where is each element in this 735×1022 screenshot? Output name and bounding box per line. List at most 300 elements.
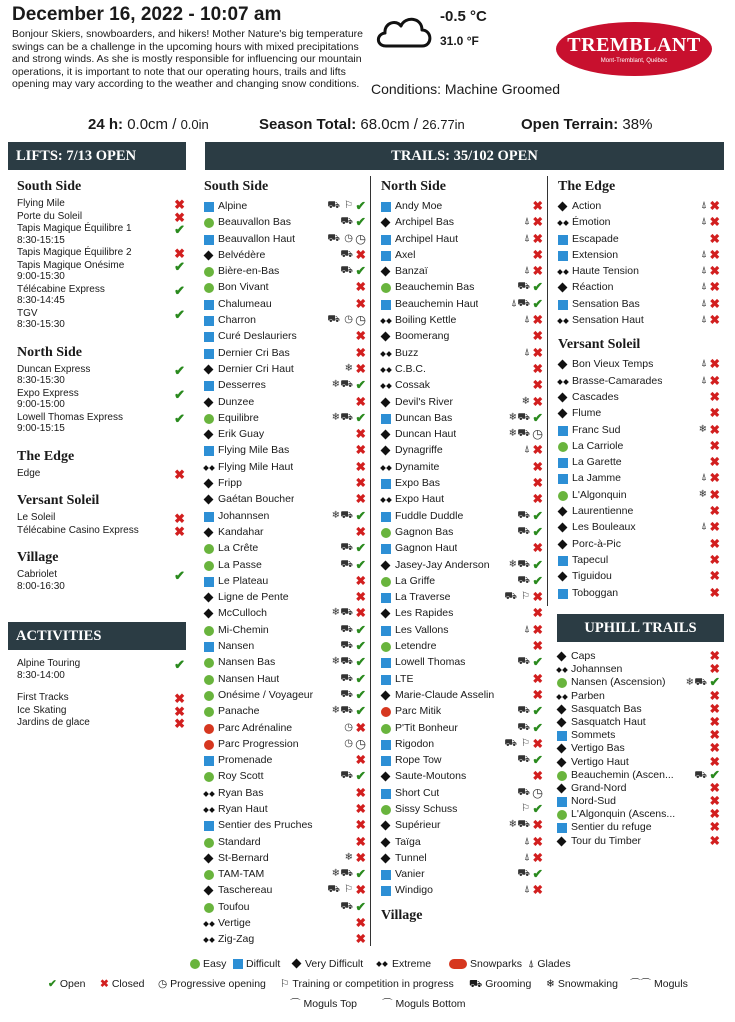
closed-cross-icon: ✖	[355, 850, 366, 865]
difficult-icon	[381, 479, 391, 489]
trail-row[interactable]	[381, 850, 543, 866]
groomer-icon: ⛟	[694, 677, 707, 689]
closed-cross-icon: ✖	[709, 406, 720, 421]
difficult-icon	[381, 626, 391, 636]
trail-row[interactable]	[204, 882, 366, 898]
trail-row[interactable]	[381, 671, 543, 687]
closed-cross-icon: ✖	[174, 511, 185, 526]
trail-row[interactable]	[204, 442, 366, 458]
lift-row[interactable]	[17, 658, 185, 681]
trail-row[interactable]	[204, 410, 366, 426]
section-subheading: North Side	[17, 344, 82, 360]
extreme-icon	[558, 316, 568, 326]
lifts-list	[17, 176, 187, 603]
groomer-icon: ⛟	[469, 978, 483, 991]
trail-row[interactable]	[381, 736, 543, 752]
very-difficult-icon	[381, 691, 391, 701]
trail-name: Marie-Claude Asselin	[395, 688, 495, 701]
trail-row[interactable]	[557, 650, 720, 663]
difficult-icon	[381, 251, 391, 261]
very-difficult-icon	[204, 609, 214, 619]
trail-row[interactable]	[381, 345, 543, 361]
difficult-icon	[204, 202, 214, 212]
legend-difficult-label: Difficult	[246, 958, 281, 970]
trail-row[interactable]	[558, 373, 720, 389]
trail-name: Sentier des Pruches	[218, 819, 313, 832]
trail-name: Dynamite	[395, 460, 440, 473]
trail-row[interactable]	[381, 214, 543, 230]
trail-name: Tapecul	[572, 553, 609, 566]
trail-row[interactable]	[204, 312, 366, 328]
difficult-icon	[381, 675, 391, 685]
extreme-icon	[557, 665, 567, 675]
extreme-icon	[204, 919, 214, 929]
glade-icon: ⍋	[701, 472, 707, 484]
section-subheading: North Side	[381, 179, 446, 194]
trail-row[interactable]	[381, 882, 543, 898]
lift-row[interactable]	[17, 468, 185, 480]
groomer-icon: ⛟	[517, 819, 530, 831]
trail-row[interactable]	[381, 328, 543, 344]
trail-row[interactable]	[558, 247, 720, 263]
trail-row[interactable]	[557, 690, 720, 703]
trail-row[interactable]	[558, 585, 720, 601]
closed-cross-icon: ✖	[532, 883, 543, 898]
difficult-icon	[381, 593, 391, 603]
groomer-icon: ⛟	[340, 216, 353, 228]
trail-row[interactable]	[204, 231, 366, 247]
trail-row[interactable]	[381, 622, 543, 638]
trail-row[interactable]	[381, 279, 543, 295]
trail-row[interactable]	[204, 540, 366, 556]
trail-row[interactable]	[204, 589, 366, 605]
trail-name: La Griffe	[395, 574, 436, 587]
trail-row[interactable]	[381, 817, 543, 833]
trail-row[interactable]	[558, 312, 720, 328]
lift-name: TGV	[17, 307, 38, 319]
trail-row[interactable]	[204, 654, 366, 670]
trail-name: Roy Scott	[218, 770, 264, 783]
extreme-icon	[381, 381, 391, 391]
trail-row[interactable]	[381, 768, 543, 784]
stat-24h-cm: 0.0cm	[127, 116, 169, 133]
trail-row[interactable]	[381, 703, 543, 719]
legend-prog	[158, 976, 266, 992]
lift-row[interactable]	[17, 284, 185, 307]
trail-row[interactable]	[204, 638, 366, 654]
section-subheading: Village	[381, 907, 423, 923]
trail-row[interactable]	[558, 405, 720, 421]
trail-row[interactable]	[204, 752, 366, 768]
groomer-icon: ⛟	[340, 656, 353, 668]
trail-row[interactable]	[557, 703, 720, 716]
legend-glade-label: Glades	[537, 958, 571, 970]
lift-row[interactable]	[17, 692, 185, 704]
trail-row[interactable]	[204, 247, 366, 263]
difficult-icon	[381, 789, 391, 799]
trail-name: Parben	[571, 689, 605, 702]
trail-row[interactable]	[557, 756, 720, 769]
trail-row[interactable]	[204, 866, 366, 882]
difficult-icon	[204, 512, 214, 522]
lift-row[interactable]	[17, 308, 185, 331]
trail-name: Saute-Moutons	[395, 770, 467, 783]
difficult-icon	[557, 797, 567, 807]
trail-row[interactable]	[204, 817, 366, 833]
trail-name: P'Tit Bonheur	[395, 721, 458, 734]
very-difficult-icon	[381, 609, 391, 619]
trail-row[interactable]	[381, 198, 543, 214]
trail-row[interactable]	[204, 915, 366, 931]
closed-cross-icon: ✖	[532, 671, 543, 686]
difficult-icon	[204, 235, 214, 245]
closed-cross-icon: ✖	[355, 932, 366, 947]
trail-name: Beauvallon Haut	[218, 232, 296, 245]
trail-row[interactable]	[381, 834, 543, 850]
trail-row[interactable]	[381, 377, 543, 393]
trail-row[interactable]	[381, 524, 543, 540]
trail-row[interactable]	[558, 454, 720, 470]
closed-cross-icon: ✖	[355, 916, 366, 931]
open-check-icon: ✔	[532, 867, 543, 882]
trail-row[interactable]	[381, 296, 543, 312]
lift-name: Tapis Magique Équilibre 2	[17, 247, 132, 258]
trail-row[interactable]	[204, 573, 366, 589]
trail-row[interactable]	[204, 801, 366, 817]
trail-row[interactable]	[204, 508, 366, 524]
lift-row[interactable]	[17, 364, 185, 387]
trail-row[interactable]	[558, 356, 720, 372]
trail-row[interactable]	[558, 231, 720, 247]
trail-row[interactable]	[381, 866, 543, 882]
closed-cross-icon: ✖	[532, 834, 543, 849]
closed-cross-icon: ✖	[532, 394, 543, 409]
progressive-icon: ◷	[355, 736, 366, 751]
trail-row[interactable]	[558, 438, 720, 454]
trail-row[interactable]	[558, 536, 720, 552]
closed-cross-icon: ✖	[355, 753, 366, 768]
lift-row[interactable]	[17, 525, 185, 537]
easy-icon	[557, 771, 567, 781]
groomer-icon: ⛟	[517, 281, 530, 293]
extreme-icon	[204, 463, 214, 473]
very-difficult-icon	[204, 365, 214, 375]
difficult-icon	[381, 235, 391, 245]
open-check-icon: ✔	[532, 753, 543, 768]
cross-icon: ✖	[100, 978, 109, 991]
trail-row[interactable]	[381, 426, 543, 442]
header	[12, 4, 732, 116]
trail-row[interactable]	[204, 426, 366, 442]
trail-row[interactable]	[204, 768, 366, 784]
open-check-icon: ✔	[532, 655, 543, 670]
open-check-icon: ✔	[355, 687, 366, 702]
trail-name: Ryan Haut	[218, 802, 268, 815]
trail-name: Dynagriffe	[395, 444, 443, 457]
difficult-icon	[557, 731, 567, 741]
trail-name: Flying Mile Haut	[218, 460, 294, 473]
trail-row[interactable]	[381, 410, 543, 426]
trail-name: Cascades	[572, 390, 619, 403]
difficult-icon	[204, 446, 214, 456]
trail-row[interactable]	[558, 487, 720, 503]
difficult-icon	[233, 959, 243, 969]
trail-row[interactable]	[557, 821, 720, 834]
difficult-icon	[558, 556, 568, 566]
snowflake-icon: ❄	[331, 868, 340, 880]
trail-row[interactable]	[381, 459, 543, 475]
closed-cross-icon: ✖	[355, 801, 366, 816]
closed-cross-icon: ✖	[709, 438, 720, 453]
trail-row[interactable]	[557, 663, 720, 676]
lift-row[interactable]	[17, 223, 185, 246]
easy-icon	[204, 707, 214, 717]
trail-row[interactable]	[204, 736, 366, 752]
trail-name: Brasse-Camarades	[572, 374, 663, 387]
very-difficult-icon	[381, 446, 391, 456]
trail-row[interactable]	[381, 312, 543, 328]
groomer-icon: ⛟	[340, 900, 353, 912]
trail-row[interactable]	[558, 296, 720, 312]
trail-row[interactable]	[558, 389, 720, 405]
snowflake-icon: ❄	[331, 656, 340, 668]
trail-row[interactable]	[381, 394, 543, 410]
trail-row[interactable]	[381, 508, 543, 524]
trail-row[interactable]	[381, 263, 543, 279]
open-check-icon: ✔	[174, 282, 185, 298]
trail-name: Tour du Timber	[571, 834, 642, 847]
trail-row[interactable]	[558, 470, 720, 486]
extreme-icon	[558, 218, 568, 228]
trail-name: Windigo	[395, 884, 433, 897]
glade-icon: ⍋	[701, 216, 707, 228]
trail-row[interactable]	[381, 573, 543, 589]
trail-row[interactable]	[381, 605, 543, 621]
closed-cross-icon: ✖	[709, 662, 720, 677]
closed-cross-icon: ✖	[709, 520, 720, 535]
trail-name: Vertige	[218, 917, 251, 930]
legend-difficult	[233, 956, 280, 972]
trail-row[interactable]	[204, 345, 366, 361]
trail-row[interactable]	[204, 394, 366, 410]
trail-row[interactable]	[204, 834, 366, 850]
trail-row[interactable]	[204, 524, 366, 540]
trail-name: Beauchemin (Ascen...	[571, 768, 674, 781]
very-difficult-icon	[204, 495, 214, 505]
glade-icon: ⍋	[524, 835, 530, 847]
trail-row[interactable]	[381, 638, 543, 654]
trail-name: Supérieur	[395, 819, 441, 832]
groomer-icon: ⛟	[517, 525, 530, 537]
very-difficult-icon	[557, 705, 567, 715]
closed-cross-icon: ✖	[174, 209, 185, 225]
extreme-icon	[204, 935, 214, 945]
trail-row[interactable]	[381, 361, 543, 377]
trail-row[interactable]	[381, 752, 543, 768]
open-check-icon: ✔	[174, 657, 185, 672]
trail-row[interactable]	[381, 557, 543, 573]
trail-row[interactable]	[204, 605, 366, 621]
trail-row[interactable]	[558, 198, 720, 214]
trail-row[interactable]	[381, 687, 543, 703]
trail-row[interactable]	[558, 279, 720, 295]
trail-row[interactable]	[204, 377, 366, 393]
groomer-icon: ⛟	[517, 428, 530, 440]
legend-prog-label: Progressive opening	[170, 978, 266, 990]
trail-row[interactable]	[204, 198, 366, 214]
legend-glade	[528, 956, 571, 972]
trail-row[interactable]	[204, 491, 366, 507]
trail-name: Kandahar	[218, 525, 264, 538]
legend-row-levels	[0, 956, 735, 972]
trail-row[interactable]	[381, 801, 543, 817]
trail-name: Beauchemin Haut	[395, 297, 479, 310]
trail-row[interactable]	[558, 519, 720, 535]
trail-row[interactable]	[557, 742, 720, 755]
groomer-icon: ⛟	[340, 265, 353, 277]
trail-row[interactable]	[204, 296, 366, 312]
trail-row[interactable]	[557, 729, 720, 742]
trail-row[interactable]	[204, 622, 366, 638]
trail-name: Réaction	[572, 281, 614, 294]
trail-name: Nord-Sud	[571, 795, 616, 808]
lift-hours: 9:00-15:00	[17, 399, 65, 410]
difficult-icon	[204, 349, 214, 359]
extreme-icon	[381, 365, 391, 375]
trail-row[interactable]	[557, 782, 720, 795]
closed-cross-icon: ✖	[355, 296, 366, 311]
moguls-bottom-icon: ⌒	[382, 998, 393, 1011]
closed-cross-icon: ✖	[355, 443, 366, 458]
very-difficult-icon	[381, 332, 391, 342]
trail-name: Sommets	[571, 729, 616, 742]
legend-park-label: Snowparks	[470, 958, 522, 970]
trail-name: Caps	[571, 650, 596, 662]
closed-cross-icon: ✖	[355, 720, 366, 735]
trail-row[interactable]	[204, 263, 366, 279]
closed-cross-icon: ✖	[174, 691, 185, 706]
lift-row[interactable]	[17, 569, 185, 592]
trail-row[interactable]	[381, 491, 543, 507]
trail-row[interactable]	[204, 931, 366, 947]
lift-row[interactable]	[17, 260, 185, 283]
lift-row[interactable]	[17, 512, 185, 524]
closed-cross-icon: ✖	[709, 807, 720, 822]
trail-row[interactable]	[204, 687, 366, 703]
groomer-icon: ⛟	[340, 542, 353, 554]
trail-row[interactable]	[558, 263, 720, 279]
lift-row[interactable]	[17, 717, 185, 729]
stat-terrain-pct: 38%	[622, 116, 653, 133]
groomer-icon: ⛟	[327, 314, 340, 326]
closed-cross-icon: ✖	[532, 329, 543, 344]
trail-row[interactable]	[204, 785, 366, 801]
snowflake-icon: ❄	[508, 819, 517, 831]
lift-row[interactable]	[17, 388, 185, 411]
trail-row[interactable]	[204, 703, 366, 719]
snowflake-icon: ❄	[331, 411, 340, 423]
open-check-icon: ✔	[355, 704, 366, 719]
groomer-icon: ⛟	[517, 297, 530, 309]
legend-train	[280, 976, 454, 992]
legend-moguls	[630, 976, 688, 992]
closed-cross-icon: ✖	[355, 818, 366, 833]
trail-row[interactable]	[204, 671, 366, 687]
open-check-icon: ✔	[532, 410, 543, 425]
closed-cross-icon: ✖	[532, 639, 543, 654]
trail-row[interactable]	[381, 785, 543, 801]
snow-conditions: Conditions: Machine Groomed	[371, 81, 561, 97]
trail-row[interactable]	[557, 769, 720, 782]
lift-row[interactable]	[17, 211, 185, 223]
closed-cross-icon: ✖	[532, 687, 543, 702]
lift-row[interactable]	[17, 247, 185, 259]
trail-row[interactable]	[204, 361, 366, 377]
easy-icon	[204, 903, 214, 913]
trail-name: Dernier Cri Haut	[218, 362, 294, 375]
trail-row[interactable]	[381, 654, 543, 670]
trail-row[interactable]	[204, 899, 366, 915]
trail-row[interactable]	[557, 716, 720, 729]
section-subheading: South Side	[204, 179, 269, 194]
open-check-icon: ✔	[355, 655, 366, 670]
trail-row[interactable]	[557, 808, 720, 821]
trail-row[interactable]	[204, 475, 366, 491]
trail-row[interactable]	[381, 540, 543, 556]
trail-row[interactable]	[381, 231, 543, 247]
extreme-icon	[381, 349, 391, 359]
trail-row[interactable]	[204, 557, 366, 573]
trail-name: Grand-Nord	[571, 781, 627, 794]
trail-row[interactable]	[381, 475, 543, 491]
lift-row[interactable]	[17, 705, 185, 717]
trail-row[interactable]	[381, 247, 543, 263]
trail-row[interactable]	[558, 568, 720, 584]
trail-row[interactable]	[204, 214, 366, 230]
trail-name: Parc Mitik	[395, 705, 442, 718]
very-difficult-icon	[557, 837, 567, 847]
trail-row[interactable]	[204, 720, 366, 736]
trail-row[interactable]	[204, 459, 366, 475]
trail-row[interactable]	[558, 214, 720, 230]
section-subheading: Village	[17, 550, 59, 565]
closed-cross-icon: ✖	[709, 357, 720, 372]
trail-name: Lowell Thomas	[395, 656, 466, 669]
closed-cross-icon: ✖	[709, 215, 720, 230]
trail-row[interactable]	[381, 589, 543, 605]
trail-row[interactable]	[558, 422, 720, 438]
trail-row[interactable]	[204, 328, 366, 344]
trail-row[interactable]	[204, 279, 366, 295]
difficult-icon	[204, 821, 214, 831]
snowpark-icon	[204, 724, 214, 734]
trail-row[interactable]	[381, 442, 543, 458]
trail-name: L'Algonquin	[572, 488, 627, 501]
lift-row[interactable]	[17, 412, 185, 435]
trail-row[interactable]	[557, 795, 720, 808]
tremblant-logo[interactable]	[556, 22, 712, 76]
trail-name: Beauvallon Bas	[218, 216, 291, 229]
trail-row[interactable]	[558, 552, 720, 568]
groomer-icon: ⛟	[340, 688, 353, 700]
trail-row[interactable]	[204, 850, 366, 866]
trail-row[interactable]	[557, 676, 720, 689]
trail-row[interactable]	[558, 503, 720, 519]
glade-icon: ⍋	[511, 297, 517, 309]
trail-row[interactable]	[557, 835, 720, 848]
lift-row[interactable]	[17, 198, 185, 210]
trail-row[interactable]	[381, 720, 543, 736]
